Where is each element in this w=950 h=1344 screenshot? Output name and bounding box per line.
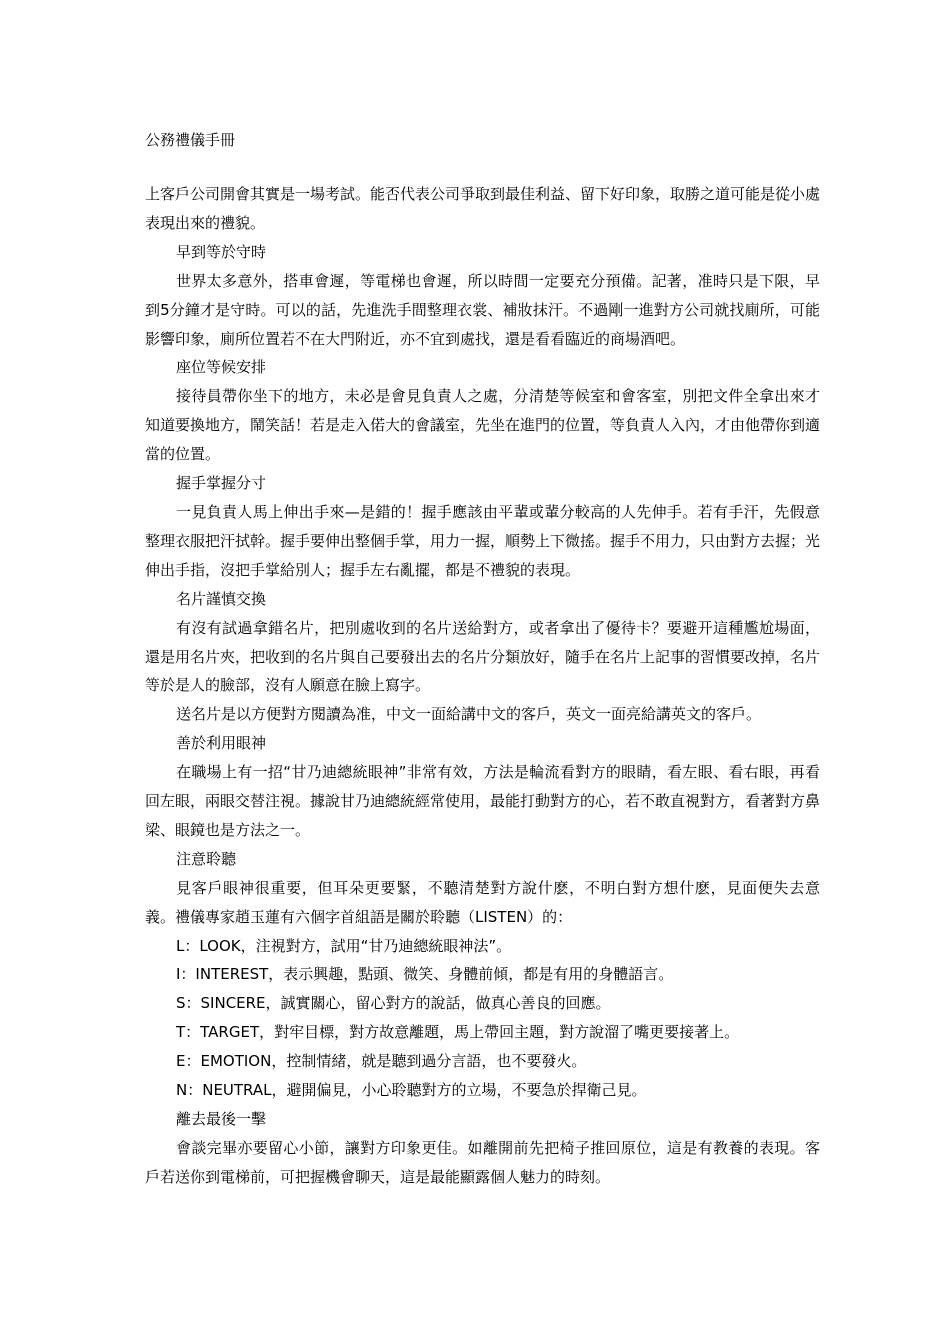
section-paragraph: 世界太多意外，搭車會遲，等電梯也會遲，所以時間一定要充分預備。記著，准時只是下限，早到5分鐘才是守時。可以的話，先進洗手間整理衣裳、補妝抹汗。不過剛一進對方公司就找廁所，可能影響印象，廁所位置若不在大門附近，亦不宜到處找，還是看看臨近的商場酒吧。 bbox=[145, 271, 820, 348]
section-paragraph: 有沒有試過拿錯名片，把別處收到的名片送給對方，或者拿出了優待卡？要避开這種尷尬場面，還是用名片夾，把收到的名片與自己要發出去的名片分類放好，隨手在名片上記事的習慣要改掉，名片等於是人的臉部，沒有人願意在臉上寫字。 bbox=[145, 618, 821, 695]
document-title: 公務禮儀手冊 bbox=[145, 131, 236, 149]
section-paragraph: 會談完畢亦要留心小節，讓對方印象更佳。如離開前先把椅子推回原位，這是有教養的表現。客戶若送你到電梯前，可把握機會聊天，這是最能顯露個人魅力的時刻。 bbox=[145, 1138, 820, 1186]
section-paragraph: 一見負責人馬上伸出手來—是錯的！握手應該由平輩或輩分較高的人先伸手。若有手汗，先假意整理衣服把汗拭幹。握手要伸出整個手掌，用力一握，順勢上下微搖。握手不用力，只由對方去握；光伸出手指，沒把手掌給別人；握手左右亂擺，都是不禮貌的表現。 bbox=[145, 502, 821, 579]
section-paragraph: 送名片是以方便對方閱讀為准，中文一面給講中文的客戶，英文一面亮給講英文的客戶。 bbox=[176, 705, 762, 724]
listen-list-item: S：SINCERE，誠實關心，留心對方的說話，做真心善良的回應。 bbox=[176, 994, 611, 1013]
listen-list-item: L：LOOK，注視對方，試用“甘乃迪總統眼神法”。 bbox=[176, 936, 512, 955]
section-heading: 離去最後一擊 bbox=[176, 1110, 267, 1128]
listen-list-item: E：EMOTION，控制情緒，就是聽到過分言語，也不要發火。 bbox=[176, 1052, 587, 1071]
section-paragraph: 接待員帶你坐下的地方，未必是會見負責人之處，分清楚等候室和會客室，別把文件全拿出來才知道要換地方，鬧笑話！若是走入偌大的會議室，先坐在進門的位置，等負責人入內，才由他帶你到適當的位置。 bbox=[145, 387, 821, 464]
intro-paragraph: 上客戶公司開會其實是一場考試。能否代表公司爭取到最佳利益、留下好印象，取勝之道可能是從小處表現出來的禮貌。 bbox=[145, 185, 821, 232]
section-paragraph: 見客戶眼神很重要，但耳朵更要緊，不聽清楚對方說什麽，不明白對方想什麽，見面便失去意義。禮儀專家趙玉蓮有六個字首組語是關於聆聽（LISTEN）的： bbox=[145, 878, 820, 926]
section-heading: 早到等於守時 bbox=[176, 242, 267, 261]
section-heading: 名片謹慎交換 bbox=[176, 589, 267, 608]
section-heading: 座位等候安排 bbox=[176, 358, 267, 377]
section-paragraph: 在職場上有一招“甘乃迪總統眼神”非常有效，方法是輪流看對方的眼睛，看左眼、看右眼，再看回左眼，兩眼交替注視。據說甘乃迪總統經常使用，最能打動對方的心，若不敢直視對方，看著對方鼻梁、眼鏡也是方法之一。 bbox=[145, 763, 821, 839]
listen-list-item: N：NEUTRAL，避開偏見，小心聆聽對方的立場，不要急於捍衛己見。 bbox=[176, 1081, 647, 1100]
listen-list-item: T：TARGET，對牢目標，對方故意離題，馬上帶回主題，對方說溜了嘴更要接著上。 bbox=[176, 1023, 740, 1042]
section-heading: 善於利用眼神 bbox=[176, 734, 267, 753]
document-body bbox=[145, 180, 820, 1192]
section-heading: 握手掌握分寸 bbox=[176, 474, 267, 493]
listen-list-item: I：INTEREST，表示興趣，點頭、微笑、身體前傾，都是有用的身體語言。 bbox=[176, 965, 674, 984]
section-heading: 注意聆聽 bbox=[176, 849, 237, 868]
